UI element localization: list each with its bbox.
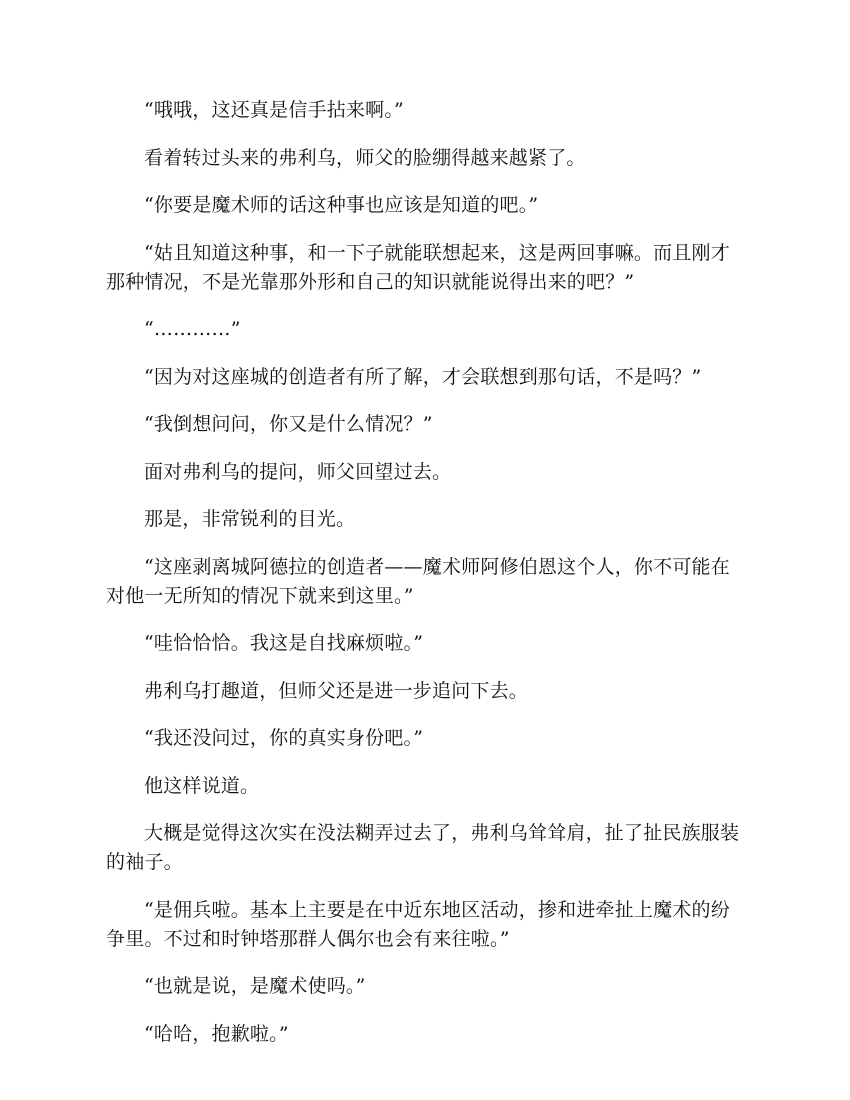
paragraph: 他这样说道。 <box>144 774 260 797</box>
paragraph: 弗利乌打趣道，但师父还是进一步追问下去。 <box>144 679 529 702</box>
paragraph: “我倒想问问，你又是什么情况？” <box>144 413 433 435</box>
paragraph: “这座剥离城阿德拉的创造者——魔术师阿修伯恩这个人，你不可能在对他一无所知的情况下就来到这里。” <box>106 555 730 607</box>
paragraph: “哇恰恰恰。我这是自找麻烦啦。” <box>144 632 424 654</box>
document-page <box>106 96 746 1067</box>
paragraph: 那是，非常锐利的目光。 <box>144 508 356 530</box>
paragraph: “也就是说，是魔术使吗。” <box>144 975 366 997</box>
paragraph: 面对弗利乌的提问，师父回望过去。 <box>144 460 452 483</box>
paragraph: “我还没问过，你的真实身份吧。” <box>144 727 424 749</box>
paragraph: 大概是觉得这次实在没法糊弄过去了，弗利乌耸耸肩，扯了扯民族服装的袖子。 <box>106 822 740 873</box>
paragraph: “姑且知道这种事，和一下子就能联想起来，这是两回事嘛。而且刚才那种情况，不是光靠那外形和自己的知识就能说得出来的吧？” <box>106 241 730 293</box>
paragraph: “…………” <box>144 318 241 340</box>
paragraph: “哦哦，这还真是信手拈来啊。” <box>144 99 404 121</box>
paragraph: “是佣兵啦。基本上主要是在中近东地区活动，掺和进牵扯上魔术的纷争里。不过和时钟塔那群人偶尔也会有来往啦。” <box>106 898 730 950</box>
paragraph: “你要是魔术师的话这种事也应该是知道的吧。” <box>144 194 539 216</box>
paragraph: 看着转过头来的弗利乌，师父的脸绷得越来越紧了。 <box>144 146 586 169</box>
paragraph: “哈哈，抱歉啦。” <box>144 1022 289 1045</box>
paragraph: “因为对这座城的创造者有所了解，才会联想到那句话，不是吗？” <box>144 365 702 388</box>
